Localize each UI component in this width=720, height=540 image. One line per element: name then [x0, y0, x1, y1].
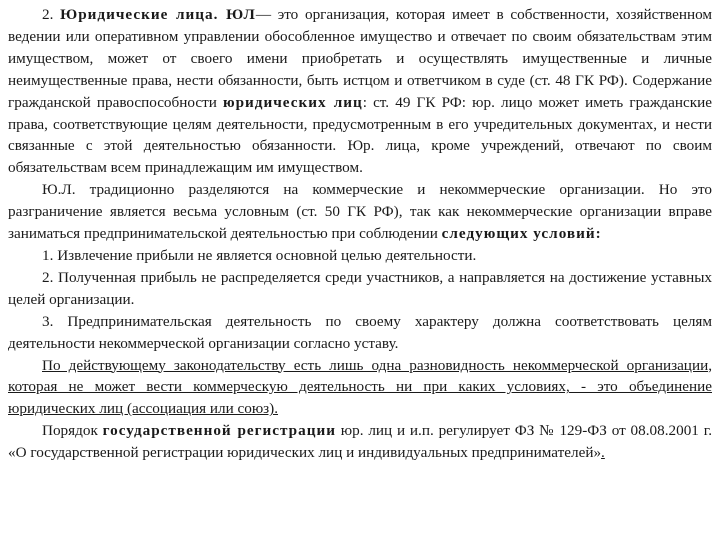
term-legal-entities-genitive: юридических лиц [223, 93, 363, 111]
condition-item: 3. Предпринимательская деятельность по своему характеру должна соответствовать целям деятельности некоммерческой организации согласно уставу. [8, 312, 712, 352]
state-registration-term: государственной регистрации [102, 422, 336, 440]
legal-capacity-text: : ст. 49 ГК РФ: юр. лицо может иметь гражданские права, соответствующие целям деятельности, предусмотренным в его учредительных документах, и нести связанные с этой деятельностью обязанности. Юр. лица, кроме учреждений, отвечают по своим обязательствам всем принадлежащим им имуществом. [8, 93, 712, 177]
paragraph-registration [8, 420, 712, 464]
condition-item: 2. Полученная прибыль не распределяется среди участников, а направляется на достижение уставных целей организации. [8, 268, 712, 308]
definition-text: — это организация, которая имеет в собственности, хозяйственном ведении или оперативном управлении обособленное имущество и отвечает по своим обязательствам этим имуществом, может от своего имени приобретать и осуществлять имущественные и личные неимущественные права, нести обязанности, быть истцом и ответчиком в суде (ст. 48 ГК РФ). Содержание гражданской правоспособности [8, 6, 713, 111]
registration-law-text: юр. лиц и и.п. регулирует ФЗ № 129-ФЗ от 08.08.2001 г. «О государственной регистрации юридических лиц и индивидуальных предпринимателей» [8, 422, 713, 462]
registration-end: . [601, 444, 605, 462]
conditions-heading: следующих условий: [441, 225, 602, 243]
classification-text: Ю.Л. традиционно разделяются на коммерческие и некоммерческие организации. Но это разграничение является весьма условным (ст. 50 ГК РФ), так как некоммерческие организации вправе заниматься предпринимательской деятельностью при соблюдении [8, 181, 712, 243]
term-legal-entities: Юридические лица. ЮЛ [60, 6, 256, 23]
paragraph-classification [8, 179, 712, 245]
section-number: 2. [42, 6, 61, 23]
paragraph-association: По действующему законодательству есть лишь одна разновидность некоммерческой организации, которая не может вести коммерческую деятельность ни при каких условиях, - это объединение юридических лиц (ассоциация или союз). [8, 356, 712, 418]
registration-text-start: Порядок [42, 422, 103, 440]
condition-item: 1. Извлечение прибыли не является основной целью деятельности. [42, 246, 477, 264]
paragraph-legal-entities [8, 4, 712, 179]
